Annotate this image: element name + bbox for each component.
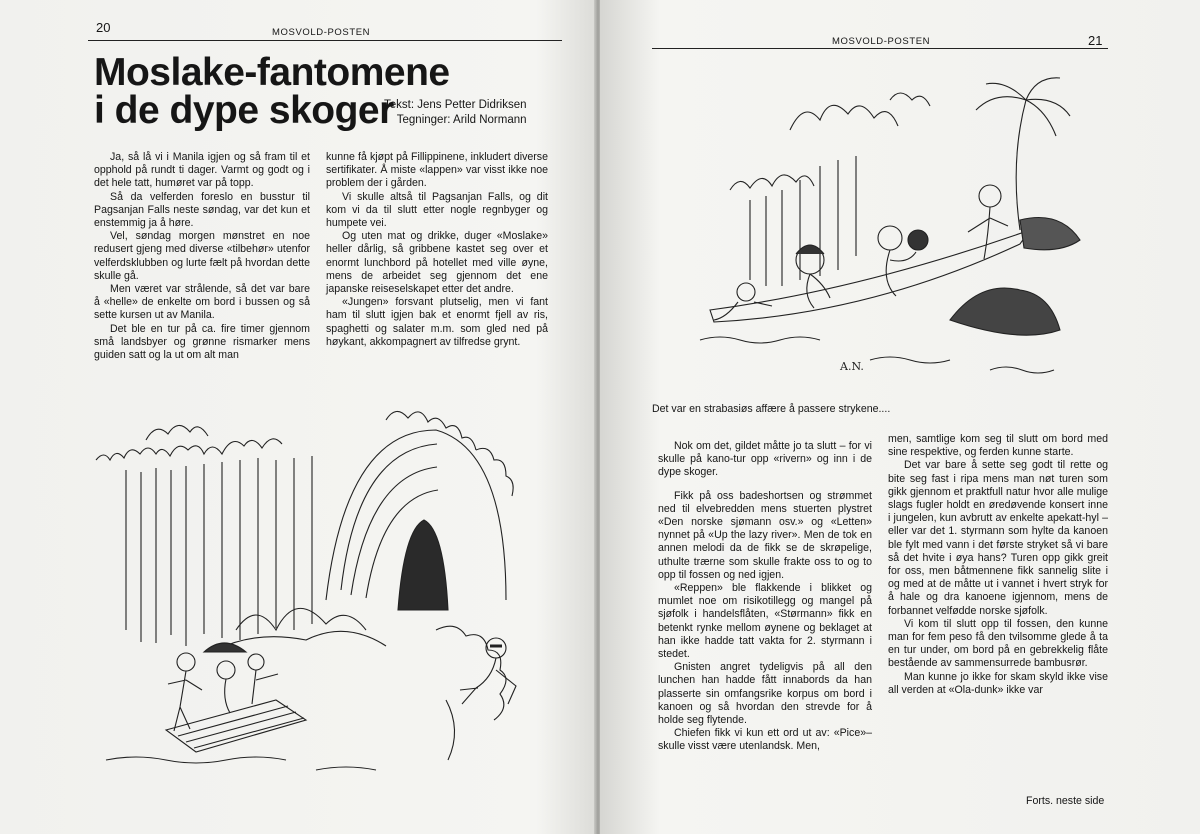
header-rule	[88, 40, 562, 41]
paragraph: Vi skulle altså til Pagsanjan Falls, og dit kom vi da til slutt etter nogle regnbyger og humpete vei.	[326, 190, 548, 230]
paragraph: «Jungen» forsvant plutselig, men vi fant ham til slutt igjen bak et enormt fjell av ris, spaghetti og salater m.m. som gled ned på høykant, akkompagnert av tilfredse grynt.	[326, 296, 548, 348]
paragraph: Ja, så lå vi i Manila igjen og så fram til et opphold på rundt ti dager. Varmt og godt og i det hele tatt, humøret var på topp.	[94, 151, 310, 190]
header-rule	[652, 48, 1108, 49]
paragraph: Nok om det, gildet måtte jo ta slutt – for vi skulle på kano-tur opp «rivern» og inn i de dype skoger.	[658, 440, 872, 479]
paragraph: Gnisten angret tydeligvis på all den lunchen han hadde fått innabords da han plasserte sin omfangsrike korpus om bord i kanoen og så hvordan den strevde for å holde seg flytende.	[658, 661, 872, 727]
byline	[384, 98, 527, 128]
left-page	[0, 0, 596, 834]
byline-drawings: Tegninger: Arild Normann	[396, 114, 527, 126]
running-header: MOSVOLD-POSTEN	[832, 36, 931, 47]
waterfall-illustration	[86, 400, 556, 780]
paragraph: Så da velferden foreslo en busstur til Pagsanjan Falls neste søndag, var det kun et enstemmig ja å høre.	[94, 190, 310, 230]
canoe-illustration	[690, 70, 1090, 390]
paragraph: Man kunne jo ikke for skam skyld ikke vise all verden at «Ola-dunk» ikke var	[888, 670, 1108, 696]
left-column-1	[94, 151, 310, 362]
paragraph: Og uten mat og drikke, duger «Moslake» heller dårlig, så gribbene kastet seg over et enormt lunchbord på hotellet med ville øyne, mens de arbeidet seg gjennom det ene japanske reiseselskapet etter det andre.	[326, 230, 548, 296]
paragraph: kunne få kjøpt på Fillippinene, inkludert diverse sertifikater. Å miste «lappen» var visst ikke noe problem der i gården.	[326, 151, 548, 190]
right-column-1	[658, 440, 872, 754]
byline-text: Tekst: Jens Petter Didriksen	[384, 99, 527, 111]
paragraph: «Reppen» ble flakkende i blikket og mumlet noe om risikotillegg og mangel på sjøfolk i handelsflåten, «Størmann» fikk en betenkt rynke mellom øynene og beklaget at han ikke hadde tatt vakta for 2. styrmann i stedet.	[658, 582, 872, 661]
paragraph: Det var bare å sette seg godt til rette og bite seg fast i ripa mens man nøt turen som gikk gjennom et praktfull natur hvor alle mulige slags fugler holdt en øredøvende konsert inne i jungelen, kun avbrutt av enkelte apekatt-hyl – eller var det 1. styrmann som hylte da kanoen ble fylt med vann i det første stryket så vi bare så det hvite i øya hans? Turen opp gikk greit for oss, men båtmennene fikk sannelig slite i og med at de måtte ut i vannet i hvert stryk for å hale og dra kanoene igjennom, mens de forbannet velfødde norske sjøfolk.	[888, 459, 1108, 617]
running-header: MOSVOLD-POSTEN	[272, 27, 371, 38]
article-title: Moslake-fantomene i de dype skoger	[94, 51, 450, 132]
paragraph: Chiefen fikk vi kun ett ord ut av: «Pice»– skulle visst være utenlandsk. Men,	[658, 727, 872, 753]
illustration-signature: A.N.	[840, 360, 864, 373]
right-column-2	[888, 433, 1108, 697]
paragraph: Vi kom til slutt opp til fossen, den kunne man for fem peso få den tvilsomme glede å ta en tur under, om bord på en gebrekkelig flåte bestående av sammensurrede bambusrør.	[888, 617, 1108, 670]
continued-note: Forts. neste side	[1026, 795, 1105, 807]
illustration-caption: Det var en strabasiøs affære å passere strykene....	[652, 403, 891, 415]
paragraph: Det ble en tur på ca. fire timer gjennom små landsbyer og grønne rismarker mens guiden satt og la ut om alt man	[94, 322, 310, 362]
right-page	[600, 0, 1200, 834]
page-number: 21	[1088, 33, 1103, 48]
paragraph: Vel, søndag morgen mønstret en noe redusert gjeng med diverse «tilbehør» utenfor velferdsklubben og lurte fælt på hvordan dette skulle gå.	[94, 230, 310, 282]
left-column-2	[326, 151, 548, 349]
page-number: 20	[96, 20, 111, 35]
paragraph: Men været var strålende, så det var bare å «helle» de enkelte om bord i bussen og så sette kursen ut av Manila.	[94, 283, 310, 322]
paragraph: Fikk på oss badeshortsen og strømmet ned til elvebredden mens stuerten plystret «Den norske sjømann osv.» og «Letten» nynnet på «Up the lazy river». Men de tok en annen melodi da de fikk se de skrøpelige, uthulte trærne som skulle frakte oss to og to opp til fossen og ned igjen.	[658, 489, 872, 581]
paragraph: men, samtlige kom seg til slutt om bord med sine respektive, og ferden kunne starte.	[888, 433, 1108, 459]
